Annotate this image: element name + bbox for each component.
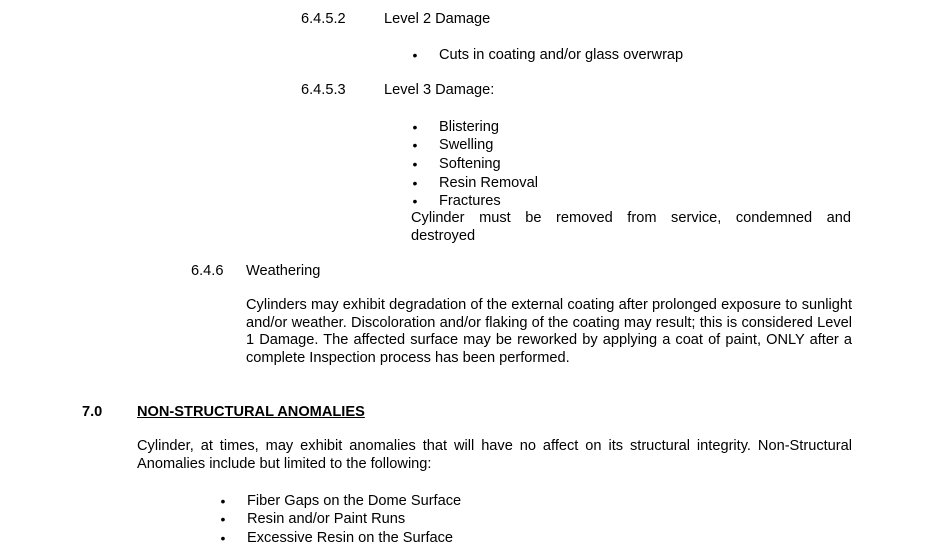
section-number-646: 6.4.6	[191, 263, 224, 279]
list-item: Excessive Resin on the Surface	[247, 530, 454, 546]
bullet-icon: •	[412, 119, 418, 135]
list-item: Resin and/or Paint Runs	[247, 511, 406, 527]
bullet-icon: •	[220, 530, 226, 546]
bullet-icon: •	[220, 511, 226, 527]
list-item: Fractures	[439, 193, 501, 209]
non-structural-paragraph: Cylinder, at times, may exhibit anomalies that will have no affect on its structural integrity. Non-Structural Anomalies include but limited to the following:	[137, 438, 852, 472]
section-title-6453: Level 3 Damage:	[384, 82, 495, 98]
bullet-icon: •	[412, 193, 418, 209]
list-item: Softening	[439, 156, 501, 172]
section-number-70: 7.0	[82, 404, 103, 420]
condemn-note-line2: destroyed	[411, 228, 476, 244]
section-title-6452: Level 2 Damage	[384, 11, 491, 27]
list-item: Fiber Gaps on the Dome Surface	[247, 493, 462, 509]
bullet-icon: •	[412, 137, 418, 153]
list-item: Cuts in coating and/or glass overwrap	[439, 47, 684, 63]
bullet-icon: •	[220, 493, 226, 509]
weathering-paragraph: Cylinders may exhibit degradation of the external coating after prolonged exposure to sunlight and/or weather. Discoloration and/or flaking of the coating may result; this is considered Level 1 Damage. The affected surface may be reworked by applying a coat of paint, ONLY after a complete Inspection process has been performed.	[246, 297, 852, 367]
condemn-note-line1: Cylinder must be removed from service, condemned and	[411, 210, 851, 226]
list-item: Swelling	[439, 137, 494, 153]
section-number-6453: 6.4.5.3	[301, 82, 346, 98]
section-number-6452: 6.4.5.2	[301, 11, 346, 27]
section-title-646: Weathering	[246, 263, 321, 279]
section-heading-70: NON-STRUCTURAL ANOMALIES	[137, 404, 365, 420]
list-item: Blistering	[439, 119, 500, 135]
list-item: Resin Removal	[439, 175, 538, 191]
bullet-icon: •	[412, 175, 418, 191]
bullet-icon: •	[412, 156, 418, 172]
bullet-icon: •	[412, 47, 418, 63]
